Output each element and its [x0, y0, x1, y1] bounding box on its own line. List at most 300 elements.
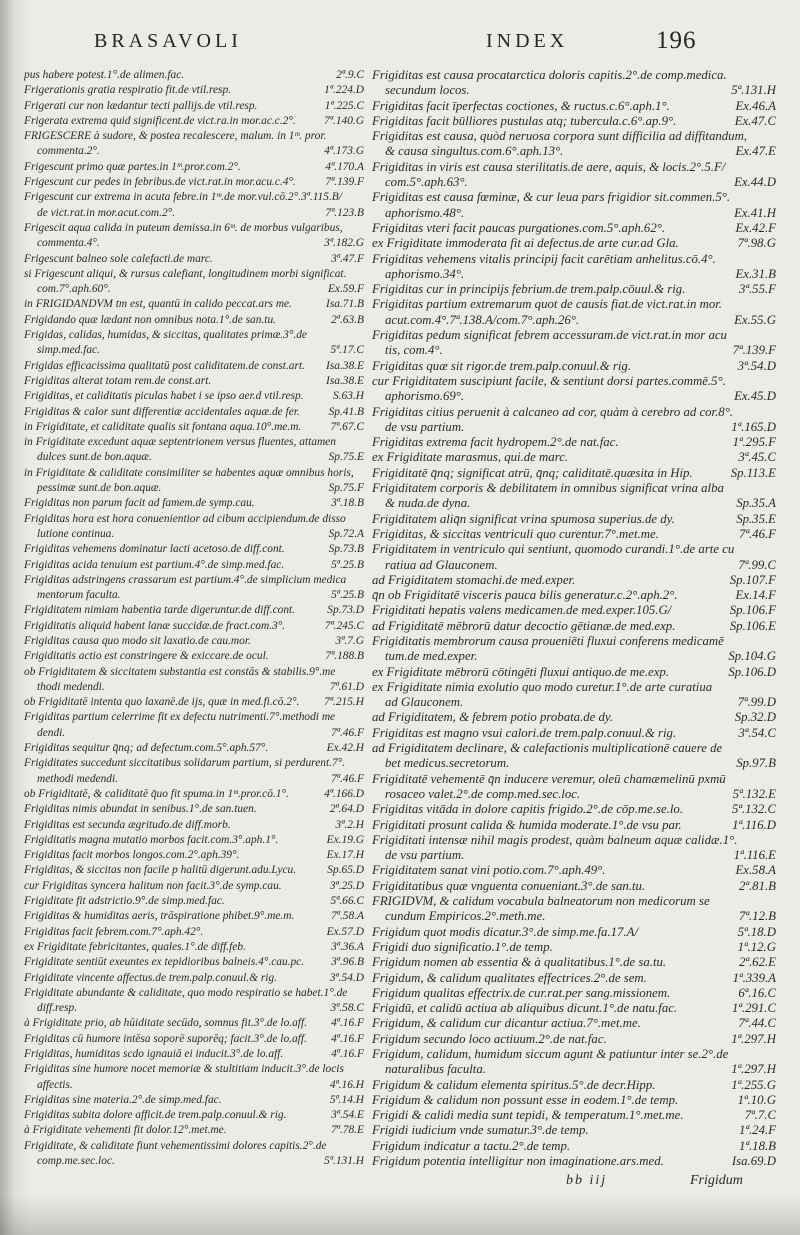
entry-reference: Ex.57.D	[326, 925, 364, 938]
entry-text: dulces sunt.de bon.aquæ.	[37, 451, 152, 464]
entry-reference: 3ª.182.G	[324, 237, 364, 250]
index-entry	[372, 374, 776, 405]
entry-line	[24, 588, 364, 603]
entry-line	[372, 741, 776, 756]
entry-reference: 2ª.9.C	[336, 69, 364, 81]
entry-reference: Ex.17.H	[326, 849, 364, 862]
entry-text: Frigerata extrema quid significent.de vict.ra.in mor.ac.c.2°.	[24, 114, 296, 127]
entry-text: Frigiditas, & siccitas ventriculi quo curentur.7°.met.me.	[372, 526, 659, 541]
entry-text: simp.med.fac.	[37, 344, 100, 357]
entry-line	[372, 175, 776, 190]
index-entry	[372, 588, 776, 603]
entry-text: Frigiditas adstringens crassarum est partium.4°.de simplicium medica	[24, 573, 347, 586]
index-entry	[24, 909, 364, 924]
index-entry	[372, 297, 776, 328]
entry-reference: Ex.55.G	[734, 312, 776, 327]
entry-text: mentorum faculta.	[37, 589, 121, 602]
entry-reference: 1ª.297.H	[731, 1062, 776, 1077]
entry-line	[372, 1139, 776, 1154]
index-entry	[372, 986, 776, 1001]
index-entry	[24, 818, 364, 833]
entry-text: Frigiditatis magna mutatio morbos facit.com.3°.aph.1°.	[24, 833, 279, 846]
index-entry	[24, 1139, 364, 1170]
entry-text: Frigiditas est causa fœminæ, & cur leua pars frigidior sit.commen.5°.	[372, 190, 731, 205]
entry-line	[372, 772, 776, 787]
entry-text: ad Frigiditatem stomachi.de med.exper.	[372, 572, 576, 587]
entry-line	[24, 772, 364, 787]
entry-line	[24, 99, 364, 114]
entry-line	[372, 665, 776, 680]
entry-reference: 1ª.224.D	[324, 84, 364, 97]
entry-line	[24, 405, 364, 420]
entry-line	[24, 619, 364, 634]
entry-text: Frigiditas facit febrem.com.7°.aph.42°.	[24, 925, 204, 938]
entry-text: secundum locos.	[385, 83, 470, 98]
entry-reference: 7ª.46.F	[739, 526, 776, 541]
entry-reference: 7ª.61.D	[329, 680, 364, 693]
entry-line	[24, 971, 364, 986]
entry-reference: 1ª.255.G	[731, 1077, 776, 1092]
entry-text: com.5°.aph.63°.	[385, 175, 468, 190]
entry-text: Frigidum quot modis dicatur.3°.de simp.me.fa.17.A/	[372, 924, 639, 939]
entry-text: dendi.	[37, 726, 66, 739]
entry-text: tum.de med.exper.	[385, 649, 478, 664]
entry-reference: 5ª.132.E	[732, 786, 776, 801]
catchword: Frigidum	[690, 1173, 743, 1188]
entry-line	[372, 909, 776, 924]
entry-reference: 5ª.14.H	[329, 1093, 364, 1106]
entry-line	[372, 527, 776, 542]
index-entry	[372, 573, 776, 588]
entry-reference: 4ª.173.G	[324, 145, 364, 158]
index-entry	[24, 496, 364, 511]
entry-reference: 1ª.18.B	[739, 1138, 776, 1153]
entry-line	[372, 710, 776, 725]
index-entry	[372, 99, 776, 114]
entry-line	[372, 405, 776, 420]
entry-text: ex Frigiditate nimia exolutio quo modo curetur.1°.de arte curatiua	[372, 679, 713, 694]
index-entry	[372, 359, 776, 374]
entry-line	[372, 1154, 776, 1169]
entry-reference: 7ª.139.F	[732, 343, 776, 358]
index-entry	[372, 1078, 776, 1093]
entry-reference: 7ª.140.G	[324, 114, 364, 127]
entry-line	[372, 221, 776, 236]
index-entry	[372, 710, 776, 725]
entry-line	[24, 634, 364, 649]
entry-text: Frigidum nomen ab essentia & à qualitatibus.1°.de sa.tu.	[372, 955, 667, 970]
entry-reference: 5ª.132.C	[731, 802, 776, 817]
entry-line	[372, 435, 776, 450]
entry-text: Frigiditati intensæ nihil magis prodest, quàm balneum aquæ calidæ.1°.	[372, 832, 738, 847]
entry-text: Frigiditatem corporis & debilitatem in omnibus significat vrina alba	[372, 481, 724, 496]
entry-line	[372, 99, 776, 114]
index-entry	[24, 160, 364, 175]
entry-line	[24, 787, 364, 802]
index-entry	[372, 833, 776, 864]
entry-line	[24, 221, 364, 236]
index-entry	[24, 1047, 364, 1062]
entry-line	[24, 1123, 364, 1138]
entry-text: rosaceo valet.2°.de comp.med.sec.loc.	[385, 786, 581, 801]
entry-text: de vsu partium.	[385, 419, 465, 434]
index-entry	[372, 741, 776, 772]
index-entry	[24, 925, 364, 940]
entry-text: à Frigiditate vehementi fit dolor.12°.met.me.	[24, 1124, 227, 1137]
entry-line	[24, 450, 364, 465]
entry-reference: 5ª.131.H	[324, 1155, 364, 1168]
entry-text: Frigiditas acida tenuium est partium.4°.de simp.med.fac.	[24, 558, 285, 571]
entry-reference: 7ª.215.H	[324, 696, 364, 709]
entry-line	[372, 756, 776, 771]
index-entry	[372, 894, 776, 925]
entry-reference: Sp.41.B	[328, 405, 364, 418]
entry-text: Frigidas efficacissima qualitatū post caliditatem.de const.art.	[24, 359, 305, 372]
entry-line	[24, 68, 364, 83]
entry-text: Frigidum & calidum non possunt esse in eodem.1°.de temp.	[372, 1092, 679, 1107]
entry-line	[24, 420, 364, 435]
entry-text: Frigiditas est causa procatarctica doloris capitis.2°.de comp.medica.	[372, 68, 727, 82]
entry-text: Frigidas, calidas, humidas, & siccitas, qualitates primæ.3°.de	[24, 329, 307, 342]
entry-reference: 4ª.166.D	[324, 787, 364, 800]
entry-line	[24, 863, 364, 878]
entry-line	[372, 818, 776, 833]
entry-line	[372, 496, 776, 511]
entry-line	[24, 1078, 364, 1093]
index-entry	[372, 236, 776, 251]
entry-text: Frigiditas sine materia.2°.de simp.med.fac.	[24, 1093, 222, 1106]
entry-reference: Ex.58.A	[735, 863, 776, 878]
entry-text: FRIGESCERE à sudore, & postea recalescere, malum. in 1ᵐ. pror.	[24, 130, 327, 143]
index-entry	[372, 527, 776, 542]
entry-line	[24, 818, 364, 833]
index-entry	[372, 925, 776, 940]
entry-reference: 3ª.96.B	[331, 956, 364, 969]
entry-text: in FRIGIDANDVM tm est, quantū in calido peccat.ars me.	[24, 298, 292, 311]
entry-line	[372, 343, 776, 358]
index-entry	[372, 1001, 776, 1016]
entry-line	[372, 144, 776, 159]
entry-line	[372, 894, 776, 909]
entry-line	[372, 1001, 776, 1016]
entry-text: Frigiditas subita dolore afficit.de trem.palp.conuul.& rig.	[24, 1109, 287, 1122]
index-entry	[24, 1093, 364, 1108]
entry-text: Frigiditatis aliquid habent lanæ succidæ.de fract.com.3°.	[24, 619, 286, 632]
entry-line	[24, 741, 364, 756]
signature-mark: bb iij	[566, 1173, 608, 1188]
index-entry	[24, 986, 364, 1017]
entry-reference: Ex.42.H	[326, 742, 364, 755]
entry-text: Frigiditas vitāda in dolore capitis frigido.2°.de cōp.me.se.lo.	[372, 802, 684, 817]
entry-reference: 7ª.245.C	[324, 619, 364, 632]
entry-text: diff.resp.	[37, 1002, 78, 1015]
entry-line	[24, 206, 364, 221]
entry-reference: 7ª.7.C	[744, 1108, 776, 1123]
index-entry	[372, 1093, 776, 1108]
index-entry	[372, 190, 776, 221]
index-entry	[24, 802, 364, 817]
entry-line	[372, 986, 776, 1001]
entry-line	[372, 1016, 776, 1031]
entry-line	[24, 297, 364, 312]
entry-text: pus habere potest.1°.de alimen.fac.	[24, 69, 185, 81]
index-entry	[24, 313, 364, 328]
entry-reference: 3ª.25.D	[329, 879, 364, 892]
entry-reference: 4ª.170.A	[325, 160, 364, 173]
index-entry	[372, 863, 776, 878]
entry-reference: 1ª.291.C	[731, 1001, 776, 1016]
entry-reference: 5ª.66.C	[330, 895, 364, 908]
index-entry	[372, 129, 776, 160]
entry-line	[372, 925, 776, 940]
index-entry	[24, 542, 364, 557]
entry-line	[372, 1062, 776, 1077]
entry-text: Frigiditas nimis abundat in senibus.1°.de san.tuen.	[24, 803, 257, 816]
entry-line	[24, 1108, 364, 1123]
entry-text: Frigiditas facit morbos longos.com.2°.aph.39°.	[24, 849, 240, 862]
entry-text: lutione continua.	[37, 527, 115, 540]
entry-text: Frigiditas facit īperfectas coctiones, & ructus.c.6°.aph.1°.	[372, 98, 670, 113]
entry-line	[24, 527, 364, 542]
entry-reference: 2ª.62.E	[739, 955, 776, 970]
index-entry	[372, 221, 776, 236]
entry-reference: 3ª.54.D	[737, 358, 776, 373]
entry-text: Frigiditas pedum significat febrem accessuram.de vict.rat.in mor acu	[372, 328, 727, 343]
entry-text: Frigerationis gratia respiratio fit.de vtil.resp.	[24, 84, 232, 97]
entry-line	[24, 496, 364, 511]
entry-text: Frigiditas cur in principijs febrium.de trem.palp.cōuul.& rig.	[372, 282, 686, 297]
entry-reference: Sp.97.B	[736, 756, 776, 771]
index-entry	[24, 389, 364, 404]
index-column-right	[372, 68, 776, 1169]
index-entry	[24, 129, 364, 160]
index-entry	[24, 466, 364, 497]
entry-text: FRIGIDVM, & calidum vocabula balneatorum non medicorum se	[372, 894, 710, 909]
entry-text: Frigidando quæ lædant non omnibus nota.1°.de san.tu.	[24, 313, 276, 326]
entry-text: Frigiditate, & caliditate fiunt vehementissimi dolores capitis.2°.de	[24, 1139, 327, 1152]
entry-line	[24, 710, 364, 725]
entry-line	[372, 328, 776, 343]
entry-line	[24, 175, 364, 190]
entry-line	[24, 252, 364, 267]
entry-line	[372, 695, 776, 710]
entry-reference: 1ª.225.C	[324, 99, 364, 112]
index-entry	[24, 573, 364, 604]
entry-line	[24, 481, 364, 496]
entry-reference: Ex.46.A	[735, 98, 776, 113]
entry-reference: 4ª.16.F	[331, 1017, 364, 1030]
index-entry	[24, 1123, 364, 1138]
index-entry	[24, 787, 364, 802]
running-head-title: INDEX	[486, 30, 569, 52]
entry-text: Frigiditatis membrorum causa proueniēti fluxui conferens medicamē	[372, 633, 724, 648]
index-entry	[372, 1108, 776, 1123]
entry-reference: Ex.14.F	[735, 588, 776, 603]
index-entry	[24, 695, 364, 710]
entry-line	[372, 160, 776, 175]
entry-line	[24, 374, 364, 389]
entry-line	[372, 879, 776, 894]
entry-reference: S.63.H	[332, 390, 364, 403]
entry-text: & nuda.de dyna.	[385, 496, 471, 511]
entry-reference: 3ª.7.G	[335, 634, 364, 647]
entry-reference: 7ª.98.G	[737, 236, 776, 251]
entry-line	[24, 328, 364, 343]
entry-text: com.7°.aph.60°.	[37, 283, 111, 296]
entry-text: Frigiditas vteri facit paucas purgationes.com.5°.aph.62°.	[372, 220, 666, 235]
index-entry	[372, 542, 776, 573]
index-entry	[24, 634, 364, 649]
entry-reference: Ex.19.G	[326, 833, 364, 846]
index-entry	[372, 665, 776, 680]
entry-text: & causa singultus.com.6°.aph.13°.	[385, 144, 564, 159]
entry-line	[24, 160, 364, 175]
entry-line	[372, 206, 776, 221]
entry-reference: 3ª.2.H	[335, 818, 364, 831]
entry-text: Frigiditate sentiūt exeuntes ex tepidioribus balneis.4°.cau.pc.	[24, 956, 305, 969]
entry-reference: 7ª.188.B	[325, 650, 364, 663]
entry-text: Frigiditatis actio est constringere & exiccare.de ocul.	[24, 650, 269, 663]
entry-text: aphorismo.34°.	[385, 266, 465, 281]
entry-text: cur Frigiditatem suscipiunt facile, & sentiunt dorsi partes.commē.5°.	[372, 373, 726, 388]
entry-text: Frigiditas alterat totam rem.de const.art.	[24, 374, 212, 387]
entry-text: q̄n ob Frigiditatē visceris pauca bilis generatur.c.2°.aph.2°.	[372, 588, 678, 603]
index-column-left	[24, 68, 364, 1169]
entry-line	[24, 925, 364, 940]
entry-text: Frigidum, & calidum cur dicantur actiua.7°.met.me.	[372, 1016, 641, 1031]
entry-text: ex Frigiditate marasmus, qui.de marc.	[372, 450, 569, 465]
entry-reference: 5ª.131.H	[731, 83, 776, 98]
index-entry	[372, 603, 776, 618]
entry-line	[372, 833, 776, 848]
entry-reference: Sp.35.E	[736, 511, 776, 526]
entry-reference: Sp.113.E	[730, 465, 776, 480]
entry-line	[24, 114, 364, 129]
entry-line	[372, 802, 776, 817]
entry-line	[24, 1154, 364, 1169]
index-entry	[372, 405, 776, 436]
index-entry	[372, 512, 776, 527]
entry-line	[372, 588, 776, 603]
entry-reference: Sp.35.A	[736, 496, 776, 511]
index-entry	[372, 619, 776, 634]
entry-reference: 5ª.17.C	[330, 344, 364, 357]
entry-line	[372, 542, 776, 557]
entry-line	[24, 129, 364, 144]
entry-text: Frigiditatem in ventriculo qui sentiunt, quomodo curandi.1°.de arte cu	[372, 542, 735, 557]
index-entry	[372, 481, 776, 512]
entry-line	[372, 726, 776, 741]
index-entry	[24, 863, 364, 878]
entry-line	[24, 359, 364, 374]
index-entry	[372, 1123, 776, 1138]
entry-text: Frigidum secundo loco actiuum.2°.de nat.fac.	[372, 1031, 607, 1046]
entry-line	[24, 466, 364, 481]
entry-line	[24, 542, 364, 557]
entry-text: Frigescit aqua calida in puteum demissa.in 6ᵐ. de morbus vulgaribus,	[24, 221, 343, 234]
entry-text: ob Frigiditatem & siccitatem substantia est constās & stabilis.9°.me	[24, 665, 336, 678]
entry-line	[372, 389, 776, 404]
entry-line	[24, 680, 364, 695]
entry-line	[372, 359, 776, 374]
entry-line	[24, 512, 364, 527]
entry-reference: Isa.38.E	[326, 359, 364, 372]
index-entry	[24, 297, 364, 312]
index-entry	[24, 68, 364, 83]
entry-reference: 7ª.67.C	[330, 420, 364, 433]
index-entry	[24, 190, 364, 221]
entry-line	[24, 1047, 364, 1062]
entry-text: Frigiditas cū humore intēsa soporē suporēq; facit.3°.de lo.aff.	[24, 1032, 307, 1045]
entry-text: Frigiditas est secunda ægritudo.de diff.morb.	[24, 818, 231, 831]
entry-line	[24, 1016, 364, 1031]
entry-text: Frigiditas citius peruenit à calcaneo ad cor, quàm à cerebro ad cor.8°.	[372, 404, 734, 419]
entry-line	[372, 512, 776, 527]
entry-text: Frigiditatibus quæ vnguenta conueniant.3°.de san.tu.	[372, 878, 646, 893]
entry-text: Frigiditati prosunt calida & humida moderate.1°.de vsu par.	[372, 817, 682, 832]
entry-text: affectis.	[37, 1078, 73, 1091]
entry-text: Frigescunt balneo sole calefacti.de marc.	[24, 252, 213, 265]
entry-reference: 3ª.54.D	[329, 971, 364, 984]
entry-text: si Frigescunt aliqui, & rursus calefiant, longitudinem morbi significat.	[24, 267, 347, 280]
entry-line	[24, 573, 364, 588]
entry-reference: Ex.42.F	[735, 220, 776, 235]
index-entry	[24, 649, 364, 664]
entry-line	[24, 603, 364, 618]
entry-line	[372, 848, 776, 863]
entry-text: Frigiditas vehemens vitalis principij facit carētiam anhelitus.cō.4°.	[372, 251, 716, 266]
entry-text: Frigiditas partium celerrime fit ex defectu nutrimenti.7°.methodi me	[24, 711, 336, 724]
entry-text: ad Frigiditatē mēbrorū datur decoctio gētianæ.de med.exp.	[372, 618, 676, 633]
entry-line	[24, 1062, 364, 1077]
entry-text: Frigiditas est magno vsui calori.de trem.palp.conuul.& rig.	[372, 725, 677, 740]
entry-text: Frigiditas hora est hora conuenientior ad cibum accipiendum.de disso	[24, 512, 346, 525]
entry-line	[24, 649, 364, 664]
entry-text: bet medicus.secretorum.	[385, 756, 510, 771]
entry-text: cur Frigiditas syncera halitum non facit.3°.de symp.cau.	[24, 879, 282, 892]
entry-reference: 7ª.46.F	[331, 726, 364, 739]
index-entry	[24, 710, 364, 741]
entry-text: Frigiditate fit adstrictio.9°.de simp.med.fac.	[24, 895, 225, 908]
entry-text: Frigiditatem aliq̄n significat vrina spumosa superius.de dy.	[372, 511, 675, 526]
index-entry	[372, 940, 776, 955]
index-entry	[24, 374, 364, 389]
entry-reference: Ex.45.D	[734, 389, 776, 404]
index-entry	[372, 1032, 776, 1047]
entry-text: Frigiditatē vehementē q̄n inducere veremur, oleū chamæmelinū pxmū	[372, 771, 726, 786]
entry-line	[372, 114, 776, 129]
entry-text: Frigiditates succedunt siccitatibus solidarum partium, si perdurent.7°.	[24, 757, 346, 770]
index-entry	[24, 955, 364, 970]
entry-reference: 3ª.36.A	[331, 940, 364, 953]
index-entry	[24, 512, 364, 543]
entry-text: ad Frigiditatem declinare, & calefactionis multiplicationē cauere de	[372, 741, 723, 756]
index-entry	[372, 282, 776, 297]
entry-text: Frigiditas, & siccitas non facile p halitū digerunt.adu.Lycu.	[24, 864, 297, 877]
index-entry	[24, 420, 364, 435]
entry-reference: 1ª.116.E	[733, 848, 776, 863]
entry-text: thodi medendi.	[37, 680, 105, 693]
entry-reference: Ex.31.B	[735, 266, 776, 281]
entry-text: Frigescunt cur pedes in febribus.de vict.rat.in mor.acu.c.4°.	[24, 176, 296, 189]
entry-text: Frigiditas, et caliditatis piculas habet i se ipso aer.d vtil.resp.	[24, 390, 304, 403]
entry-text: Frigiditas non parum facit ad famem.de symp.cau.	[24, 497, 255, 510]
entry-text: ob Frigiditatē intenta quo laxanē.de ijs, quæ in med.fi.cō.2°.	[24, 696, 300, 709]
entry-text: Frigidum indicatur a tactu.2°.de temp.	[372, 1138, 571, 1153]
index-entry	[24, 741, 364, 756]
index-entry	[24, 328, 364, 359]
entry-text: Frigiditate vincente affectus.de trem.palp.conuul.& rig.	[24, 971, 277, 984]
